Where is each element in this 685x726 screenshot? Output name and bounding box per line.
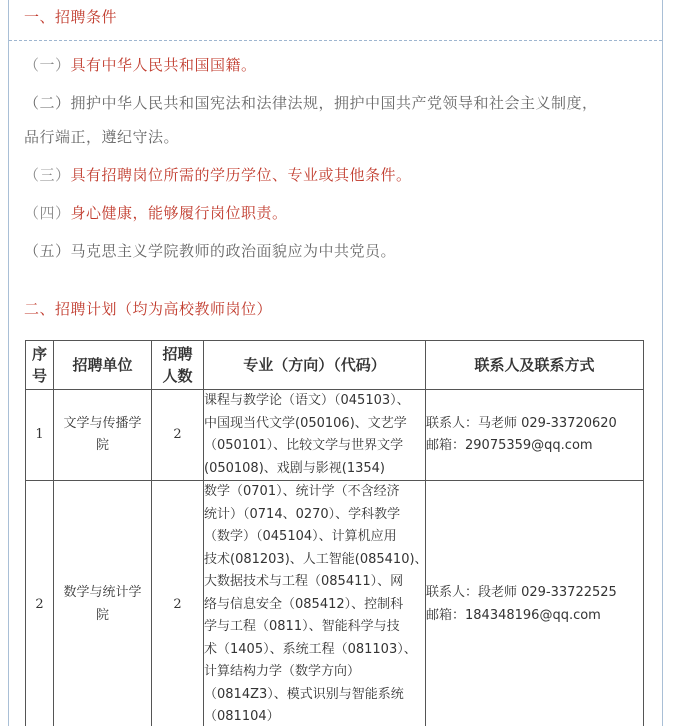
- major-line: 络与信息安全（085412）、控制科: [204, 596, 404, 612]
- row-major: [204, 390, 426, 481]
- major-line: （050101）、比较文学与世界文学: [204, 438, 404, 453]
- major-line: （数学）（045104）、计算机应用: [204, 529, 397, 544]
- condition-item-4: [24, 202, 644, 223]
- row-unit-line1: 文学与传播学: [63, 415, 142, 431]
- condition-prefix: （五）: [24, 242, 71, 260]
- header-count-line2: 人数: [162, 367, 193, 385]
- row-major: [204, 481, 426, 726]
- header-count: [152, 341, 204, 390]
- row-count: 2: [152, 390, 204, 481]
- major-line: 中国现当代文学(050106)、文艺学: [204, 415, 407, 431]
- table-row: [26, 481, 644, 726]
- row-contact: [426, 390, 644, 481]
- table-header-row: [26, 341, 644, 390]
- condition-text: 马克思主义学院教师的政治面貌应为中共党员。: [70, 242, 397, 260]
- section-divider: [9, 40, 662, 41]
- condition-item-3: [24, 164, 644, 185]
- major-line: 课程与教学论（语文）（045103）、: [204, 393, 410, 408]
- row-unit: [54, 390, 152, 481]
- header-serial-no-line2: 号: [31, 367, 47, 385]
- major-line: 大数据技术与工程（085411）、网: [204, 574, 404, 589]
- row-serial-no: 1: [26, 390, 54, 481]
- row-unit-line1: 数学与统计学: [63, 585, 142, 601]
- section-title-conditions: 一、招聘条件: [24, 8, 118, 26]
- contact-email: 邮箱：29075359@qq.com: [426, 438, 593, 453]
- header-serial-no-line1: 序: [31, 345, 47, 363]
- recruitment-plan-table: [25, 340, 644, 726]
- condition-text: 拥护中华人民共和国宪法和法律法规，拥护中国共产党领导和社会主义制度，: [70, 94, 598, 112]
- header-major: 专业（方向）（代码）: [204, 341, 426, 390]
- major-line: 技术(081203)、人工智能(085410)、: [204, 551, 428, 567]
- row-unit: [54, 481, 152, 726]
- condition-text: 身心健康，能够履行岗位职责。: [70, 204, 288, 222]
- condition-prefix: （一）: [24, 56, 71, 74]
- condition-text: 具有中华人民共和国国籍。: [70, 56, 257, 74]
- condition-text: 具有招聘岗位所需的学历学位、专业或其他条件。: [70, 166, 412, 184]
- major-line: (050108)、戏剧与影视(1354): [204, 460, 385, 476]
- contact-email: 邮箱：184348196@qq.com: [426, 607, 601, 623]
- contact-person: 联系人：马老师 029-33720620: [426, 415, 617, 431]
- condition-item-5: [24, 240, 644, 261]
- condition-item-1: [24, 54, 644, 75]
- major-line: 统计）（0714、0270）、学科教学: [204, 506, 401, 522]
- condition-item-2-continued: 品行端正，遵纪守法。: [24, 128, 180, 146]
- row-count: 2: [152, 481, 204, 726]
- major-line: 术（1405）、系统工程（081103）、: [204, 641, 417, 657]
- condition-item-2: [24, 92, 644, 113]
- header-contact: 联系人及联系方式: [426, 341, 644, 390]
- major-line: （0814Z3）、模式识别与智能系统: [204, 686, 404, 702]
- condition-prefix: （二）: [24, 94, 71, 112]
- section-title-plan: 二、招聘计划（均为高校教师岗位）: [24, 300, 273, 318]
- major-line: 计算结构力学（数学方向）: [204, 664, 361, 679]
- condition-prefix: （四）: [24, 204, 71, 222]
- row-contact: [426, 481, 644, 726]
- table-row: [26, 390, 644, 481]
- contact-person: 联系人：段老师 029-33722525: [426, 585, 617, 601]
- row-serial-no: 2: [26, 481, 54, 726]
- major-line: 学与工程（0811）、智能科学与技: [204, 619, 400, 634]
- condition-prefix: （三）: [24, 166, 71, 184]
- row-unit-line2: 院: [95, 607, 109, 623]
- header-unit: 招聘单位: [54, 341, 152, 390]
- major-line: （081104）: [204, 709, 280, 724]
- header-serial-no: [26, 341, 54, 390]
- major-line: 数学（0701）、统计学（不含经济: [204, 484, 400, 499]
- row-unit-line2: 院: [95, 438, 109, 453]
- header-count-line1: 招聘: [162, 345, 193, 363]
